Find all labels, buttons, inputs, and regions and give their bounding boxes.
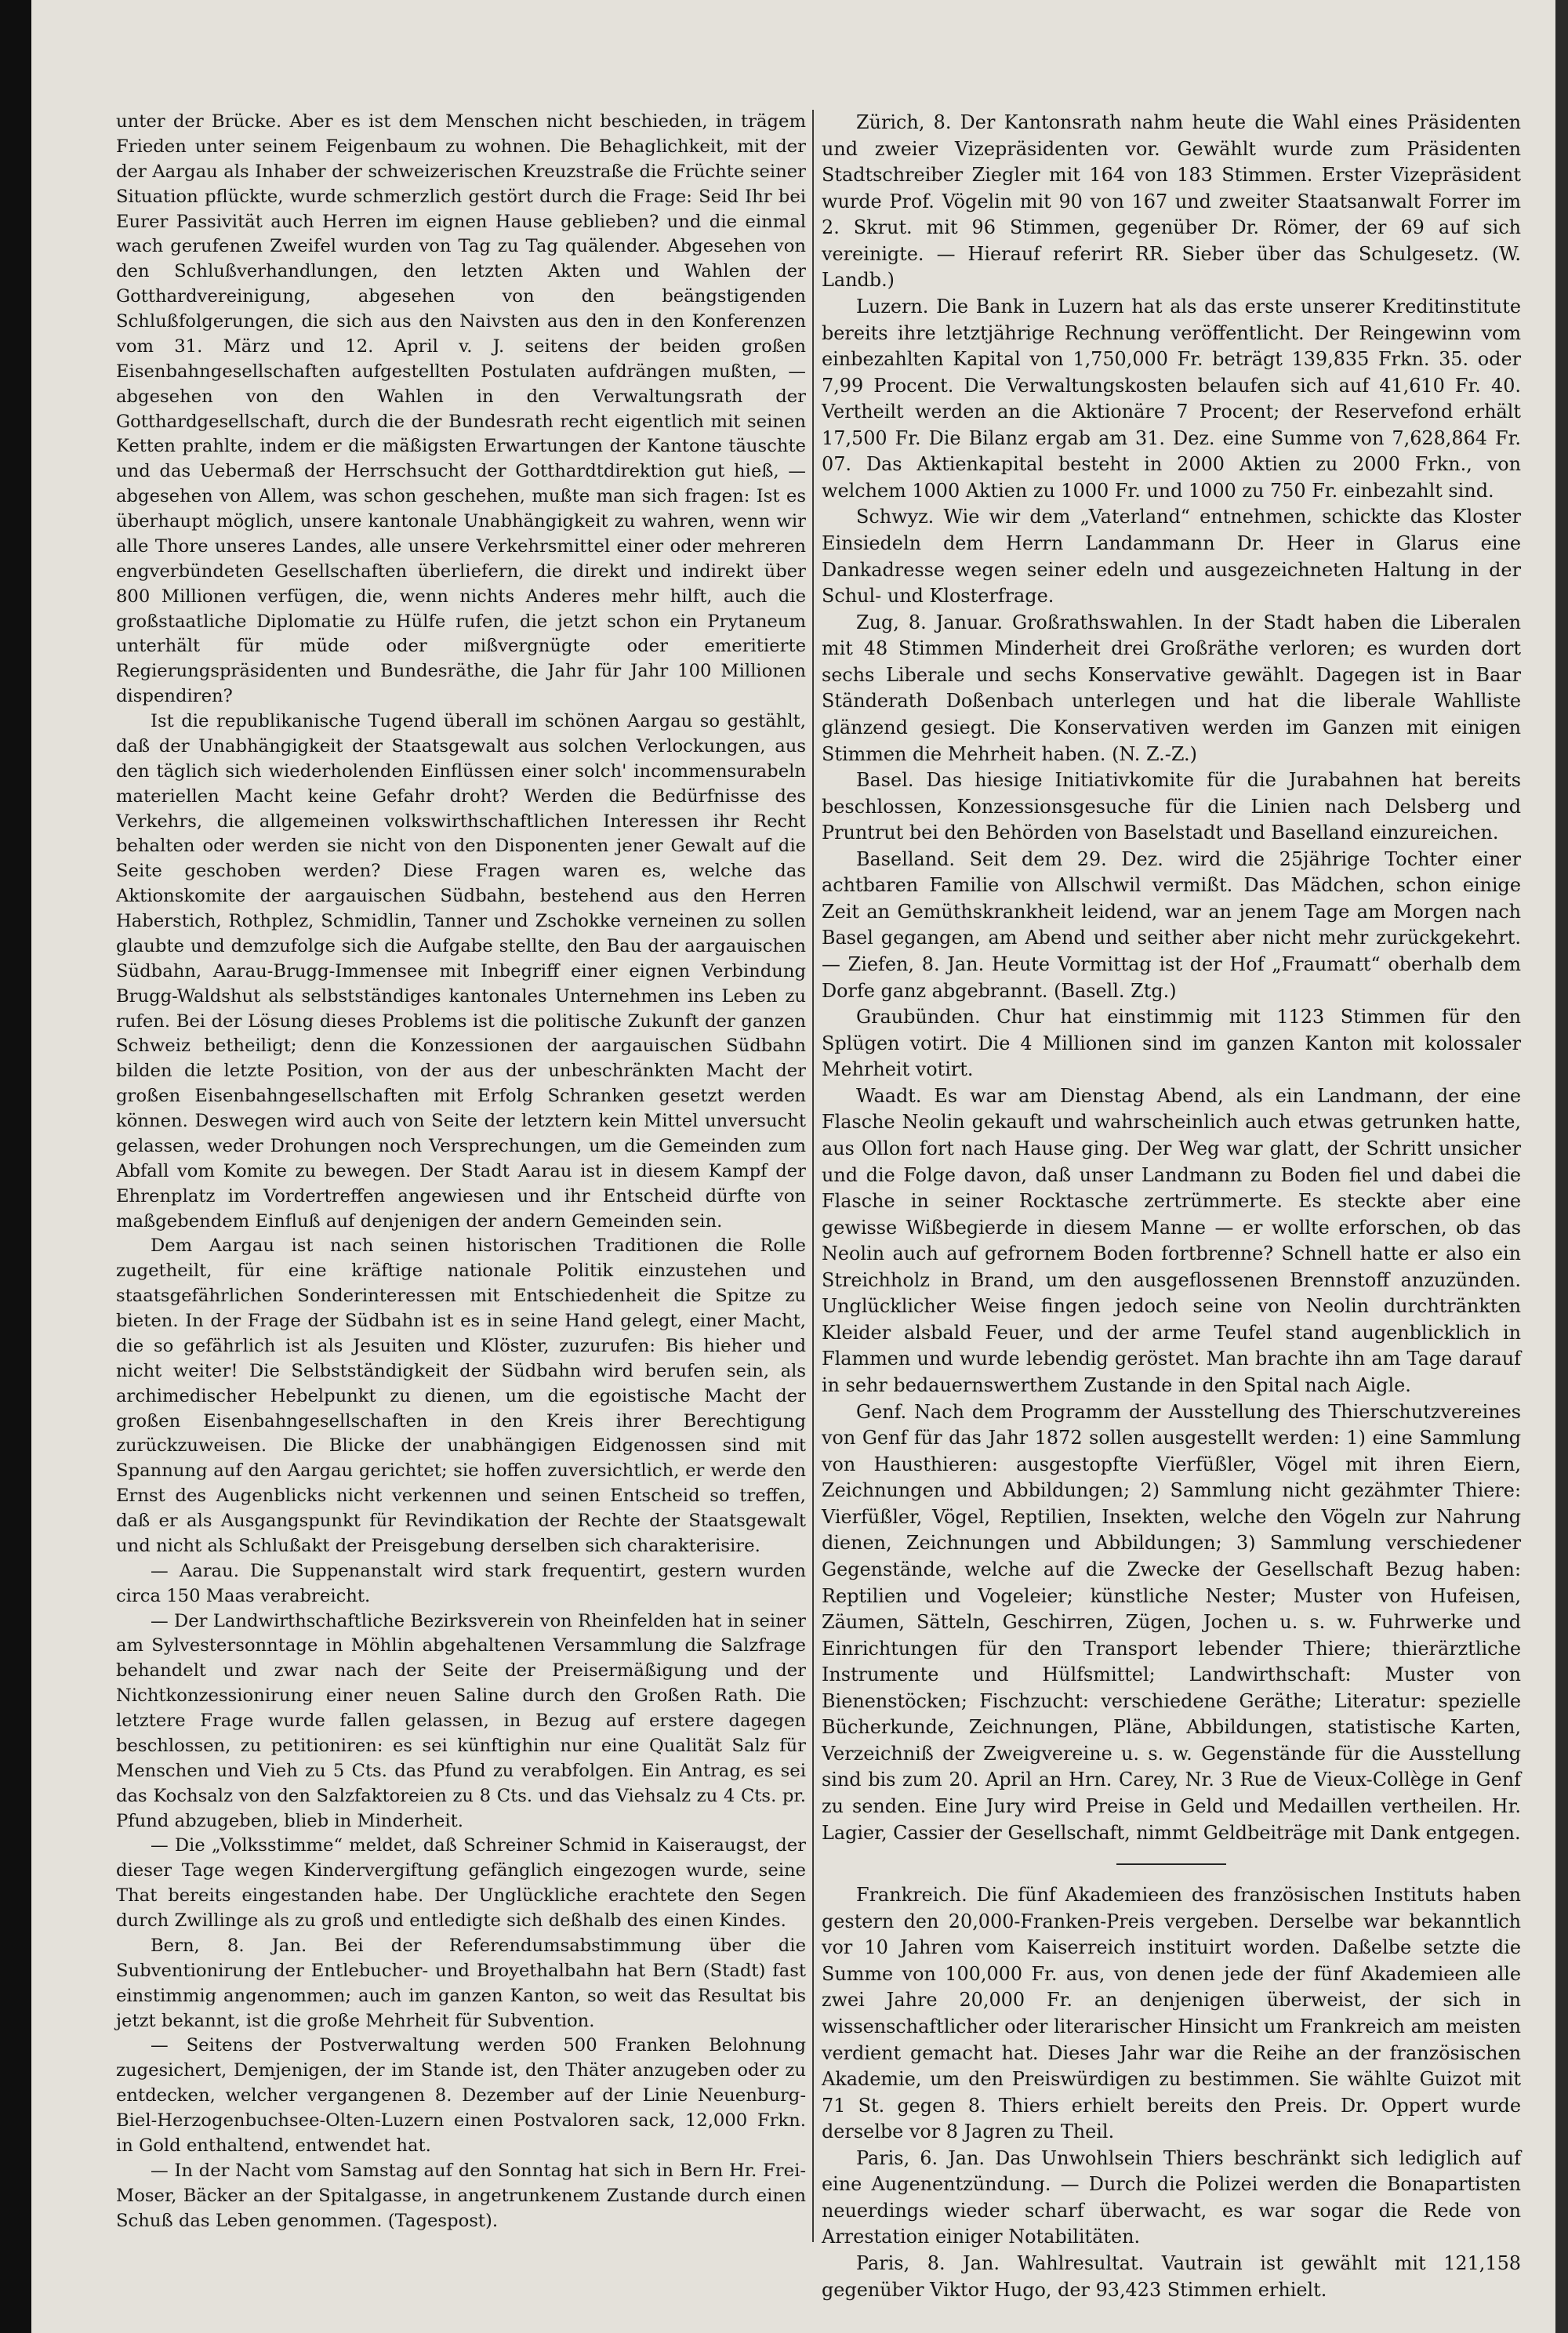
article-baselland-allschwil: Baselland. Seit dem 29. Dez. wird die 25jährige Tochter einer achtbaren Familie von Allschwil vermißt. Das Mädchen, schon einige Zeit an Gemüthskrankheit leidend, war an jenem Tage am Morgen nach Basel gegangen, am Abend und seither aber nicht mehr zurückgekehrt. — Ziefen, 8. Jan. Heute Vormittag ist der Hof „Fraumatt“ oberhalb dem Dorfe ganz abgebrannt. (Basell. Ztg.) [822,847,1521,1002]
article-bern-frei-moser: — In der Nacht vom Samstag auf den Sonntag hat sich in Bern Hr. Frei-Moser, Bäcker an der Spitalgasse, in angetrunkenem Zustande durch einen Schuß das Leben genommen. (Tagespost). [116,2160,806,2231]
article-graubuenden-spluegen: Graubünden. Chur hat einstimmig mit 1123 Stimmen für den Splügen votirt. Die 4 Millionen sind im ganzen Kanton mit kolossaler Mehrheit votirt. [822,1006,1521,1081]
right-column [822,110,1521,2303]
section-separator [1116,1863,1226,1865]
article-bern-referendum: Bern, 8. Jan. Bei der Referendumsabstimmung über die Subventionirung der Entlebucher- und Broyethalbahn hat Bern (Stadt) fast einstimmig angenommen; auch im ganzen Kanton, so weit das Resultat bis jetzt bekannt, ist die große Mehrheit für Subvention. [116,1935,806,2031]
scan-right-border [1555,0,1568,2333]
article-zug-grossrathswahlen: Zug, 8. Januar. Großrathswahlen. In der Stadt haben die Liberalen mit 48 Stimmen Minderheit drei Großräthe verloren; es wurden dort sechs Liberale und sechs Konservative gewählt. Dagegen ist in Baar Ständerath Doßenbach unterlegen und hat die liberale Wahlliste glänzend gesiegt. Die Konservativen werden im Ganzen mit einigen Stimmen die Mehrheit haben. (N. Z.-Z.) [822,611,1521,765]
article-zuerich-kantonsrath: Zürich, 8. Der Kantonsrath nahm heute die Wahl eines Präsidenten und zweier Vizepräsidenten vor. Gewählt wurde zum Präsidenten Stadtschreiber Ziegler mit 164 von 183 Stimmen. Erster Vizepräsident wurde Prof. Vögelin mit 90 von 167 und zweiter Staatsanwalt Forrer im 2. Skrut. mit 96 Stimmen, gegenüber Dr. Römer, der 69 auf sich vereinigte. — Hierauf referirt RR. Sieber über das Schulgesetz. (W. Landb.) [822,111,1521,292]
article-schwyz-einsiedeln: Schwyz. Wie wir dem „Vaterland“ entnehmen, schickte das Kloster Einsiedeln dem Herrn Landammann Dr. Heer in Glarus eine Dankadresse wegen seiner edeln und ausgezeichneten Haltung in der Schul- und Klosterfrage. [822,506,1521,608]
scan-left-border [0,0,31,2333]
article-paris-thiers: Paris, 6. Jan. Das Unwohlsein Thiers beschränkt sich lediglich auf eine Augenentzündung. — Durch die Polizei werden die Bonapartisten neuerdings wieder scharf überwacht, es war sogar die Rede von Arrestation einiger Notabilitäten. [822,2146,1521,2248]
article-aargau-suedbahn-2: Ist die republikanische Tugend überall im schönen Aargau so gestählt, daß der Unabhängigkeit der Staatsgewalt aus solchen Verlockungen, aus den täglich sich wiederholenden Einflüssen einer solch' incommensurabeln materiellen Macht keine Gefahr droht? Werden die Bedürfnisse des Verkehrs, die allgemeinen volkswirthschaftlichen Interessen ihr Recht behalten oder werden sie nicht von den Disponenten jener Gewalt auf die Seite geschoben werden? Diese Fragen waren es, welche das Aktionskomite der aargauischen Südbahn, bestehend aus den Herren Haberstich, Rothplez, Schmidlin, Tanner und Zschokke verneinen zu sollen glaubte und demzufolge sich die Aufgabe stellte, den Bau der aargauischen Südbahn, Aarau-Brugg-Immensee mit Inbegriff einer eignen Verbindung Brugg-Waldshut als selbstständiges kantonales Unternehmen ins Leben zu rufen. Bei der Lösung dieses Problems ist die politische Zukunft der ganzen Schweiz betheiligt; denn die Konzessionen der aargauischen Südbahn bilden die letzte Position, von der aus der unbeschränkten Macht der großen Eisenbahngesellschaften mit Erfolg Schranken gesetzt werden können. Deswegen wird auch von Seite der letztern kein Mittel unversucht gelassen, weder Drohungen noch Versprechungen, um die Gemeinden zum Abfall vom Komite zu bewegen. Der Stadt Aarau ist in diesem Kampf der Ehrenplatz im Vordertreffen angewiesen und ihr Entscheid dürfte von maßgebendem Einfluß auf denjenigen der andern Gemeinden sein. [116,711,806,1232]
article-basel-jurabahnen: Basel. Das hiesige Initiativkomite für die Jurabahnen hat bereits beschlossen, Konzessionsgesuche für die Linien nach Delsberg und Pruntrut bei den Behörden von Baselstadt und Baselland einzureichen. [822,769,1521,844]
article-aargau-suedbahn: unter der Brücke. Aber es ist dem Menschen nicht beschieden, in trägem Frieden unter seinem Feigenbaum zu wohnen. Die Behaglichkeit, mit der der Aargau als Inhaber der schweizerischen Kreuzstraße die Früchte seiner Situation pflückte, wurde schmerzlich gestört durch die Frage: Seid Ihr bei Eurer Passivität auch Herren im eignen Hause geblieben? und die einmal wach gerufenen Zweifel wurden von Tag zu Tag quälender. Abgesehen von den Schlußverhandlungen, den letzten Akten und Wahlen der Gotthardvereinigung, abgesehen von den beängstigenden Schlußfolgerungen, die sich aus den Naivsten aus den in den Konferenzen vom 31. März und 12. April v. J. seitens der beiden großen Eisenbahngesellschaften aufgestellten Postulaten aufdrängen mußten, — abgesehen von den Wahlen in den Verwaltungsrath der Gotthardgesellschaft, durch die der Bundesrath recht eigentlich mit seinen Ketten prahlte, indem er die mäßigsten Erwartungen der Kantone täuschte und das Uebermaß der Herrschsucht der Gotthardtdirektion gut hieß, — abgesehen von Allem, was schon geschehen, mußte man sich fragen: Ist es überhaupt möglich, unsere kantonale Unabhängigkeit zu wahren, wenn wir alle Thore unseres Landes, alle unsere Verkehrsmittel einer oder mehreren engverbündeten Gesellschaften überliefern, die direkt und indirekt über 800 Millionen verfügen, die, wenn nichts Anderes mehr hilft, auch die großstaatliche Diplomatie zu Hülfe rufen, die jetzt schon ein Prytaneum unterhält für müde oder mißvergnügte oder emeritierte Regierungspräsidenten und Bundesräthe, die Jahr für Jahr 100 Millionen dispendiren? [116,111,806,707]
article-aarau-suppenanstalt: — Aarau. Die Suppenanstalt wird stark frequentirt, gestern wurden circa 150 Maas verabreicht. [116,1560,806,1606]
article-rheinfelden-salzfrage: — Der Landwirthschaftliche Bezirksverein von Rheinfelden hat in seiner am Sylvestersonntage in Möhlin abgehaltenen Versammlung die Salzfrage behandelt und zwar nach der Seite der Preisermäßigung und der Nichtkonzessionirung einer neuen Saline durch den Großen Rath. Die letztere Frage wurde fallen gelassen, in Bezug auf erstere dagegen beschlossen, zu petitioniren: es sei künftighin nur eine Qualität Salz für Menschen und Vieh zu 5 Cts. das Pfund zu verabfolgen. Ein Antrag, es sei das Kochsalz von den Salzfaktoreien zu 8 Cts. und das Viehsalz zu 4 Cts. pr. Pfund abzugeben, blieb in Minderheit. [116,1610,806,1831]
article-postverwaltung-belohnung: — Seitens der Postverwaltung werden 500 Franken Belohnung zugesichert, Demjenigen, der im Stande ist, den Thäter anzugeben oder zu entdecken, welcher vergangenen 8. Dezember auf der Linie Neuenburg-Biel-Herzogenbuchsee-Olten-Luzern einen Postvaloren sack, 12,000 Frkn. in Gold enthaltend, entwendet hat. [116,2035,806,2156]
article-aargau-suedbahn-3: Dem Aargau ist nach seinen historischen Traditionen die Rolle zugetheilt, für eine kräftige nationale Politik einzustehen und staatsgefährlichen Sonderinteressen mit Entschiedenheit die Spitze zu bieten. In der Frage der Südbahn ist es in seine Hand gelegt, einer Macht, die so gefährlich ist als Jesuiten und Klöster, zuzurufen: Bis hieher und nicht weiter! Die Selbstständigkeit der Südbahn wird berufen sein, als archimedischer Hebelpunkt zu dienen, um die egoistische Macht der großen Eisenbahngesellschaften in den Kreis ihrer Berechtigung zurückzuweisen. Die Blicke der unabhängigen Eidgenossen sind mit Spannung auf den Aargau gerichtet; sie hoffen zuversichtlich, er werde den Ernst des Augenblicks nicht verkennen und seinen Entscheid so treffen, daß er als Ausgangspunkt für Revindikation der Rechte der Staatsgewalt und nicht als Schlußakt der Preisgebung derselben sich charakterisire. [116,1235,806,1556]
article-frankreich-akademieen: Frankreich. Die fünf Akademieen des französischen Instituts haben gestern den 20,000-Franken-Preis vergeben. Derselbe war bekanntlich vor 10 Jahren vom Kaiserreich instituirt worden. Daßelbe setzte die Summe von 100,000 Fr. aus, von denen jede der fünf Akademieen alle zwei Jahre 20,000 Fr. an denjenigen überweist, der sich in wissenschaftlicher oder literarischer Hinsicht um Frankreich am meisten verdient gemacht hat. Dieses Jahr war die Reihe an der französischen Akademie, um den Preiswürdigen zu bestimmen. Sie wählte Guizot mit 71 St. gegen 8. Thiers erhielt bereits den Preis. Dr. Oppert wurde derselbe vor 8 Jagren zu Theil. [822,1884,1521,2143]
article-volksstimme-kaiseraugst: — Die „Volksstimme“ meldet, daß Schreiner Schmid in Kaiseraugst, der dieser Tage wegen Kindervergiftung gefänglich eingezogen wurde, seine That bereits eingestanden habe. Der Unglückliche erachtete den Segen durch Zwillinge als zu groß und entledigte sich deßhalb des einen Kindes. [116,1835,806,1931]
column-divider [812,110,814,2242]
article-genf-thierschutz: Genf. Nach dem Programm der Ausstellung des Thierschutzvereines von Genf für das Jahr 1872 sollen ausgestellt werden: 1) eine Sammlung von Hausthieren: ausgestopfte Vierfüßler, Vögel mit ihren Eiern, Zeichnungen und Abbildungen; 2) Sammlung nicht gezähmter Thiere: Vierfüßler, Vögel, Reptilien, Insekten, welche den Vögeln zur Nahrung dienen, Zeichnungen und Abbildungen; 3) Sammlung verschiedener Gegenstände, welche auf die Zwecke der Gesellschaft Bezug haben: Reptilien und Vogeleier; künstliche Nester; Muster von Hufeisen, Zäumen, Sätteln, Geschirren, Zügen, Jochen u. s. w. Fuhrwerke und Einrichtungen für den Transport lebender Thiere; thierärztliche Instrumente und Hülfsmittel; Landwirthschaft: Muster von Bienenstöcken; Fischzucht: verschiedene Geräthe; Literatur: spezielle Bücherkunde, Zeichnungen, Pläne, Abbildungen, statistische Karten, Verzeichniß der Zweigvereine u. s. w. Gegenstände für die Ausstellung sind bis zum 20. April an Hrn. Carey, Nr. 3 Rue de Vieux-Collège in Genf zu senden. Eine Jury wird Preise in Geld und Medaillen vertheilen. Hr. Lagier, Cassier der Gesellschaft, nimmt Geldbeiträge mit Dank entgegen. [822,1400,1521,1844]
article-luzern-bank: Luzern. Die Bank in Luzern hat als das erste unserer Kreditinstitute bereits ihre letztjährige Rechnung veröffentlicht. Der Reingewinn vom einbezahlten Kapital von 1,750,000 Fr. beträgt 139,835 Frkn. 35. oder 7,99 Procent. Die Verwaltungskosten belaufen sich auf 41,610 Fr. 40. Vertheilt werden an die Aktionäre 7 Procent; der Reservefond erhält 17,500 Fr. Die Bilanz ergab am 31. Dez. eine Summe von 7,628,864 Fr. 07. Das Aktienkapital besteht in 2000 Aktien zu 2000 Frkn., von welchem 1000 Aktien zu 1000 Fr. und 1000 zu 750 Fr. einbezahlt sind. [822,295,1521,502]
article-paris-wahlresultat: Paris, 8. Jan. Wahlresultat. Vautrain ist gewählt mit 121,158 gegenüber Viktor Hugo, der 93,423 Stimmen erhielt. [822,2252,1521,2301]
article-waadt-neolin: Waadt. Es war am Dienstag Abend, als ein Landmann, der eine Flasche Neolin gekauft und wahrscheinlich auch etwas getrunken hatte, aus Ollon fort nach Hause ging. Der Weg war glatt, der Schritt unsicher und die Folge davon, daß unser Landmann zu Boden fiel und dabei die Flasche in seiner Rocktasche zertrümmerte. Es steckte aber eine gewisse Wißbegierde in diesem Manne — er wollte erforschen, ob das Neolin auch auf gefrornem Boden fortbrenne? Schnell hatte er also ein Streichholz in Brand, um den ausgeflossenen Brennstoff anzuzünden. Unglücklicher Weise fingen jedoch seine von Neolin durchtränkten Kleider alsbald Feuer, und der arme Teufel stand augenblicklich in Flammen und wurde lebendig geröstet. Man brachte ihn am Tage darauf in sehr bedauernswerthem Zustande in den Spital nach Aigle. [822,1084,1521,1396]
left-column [116,110,806,2233]
